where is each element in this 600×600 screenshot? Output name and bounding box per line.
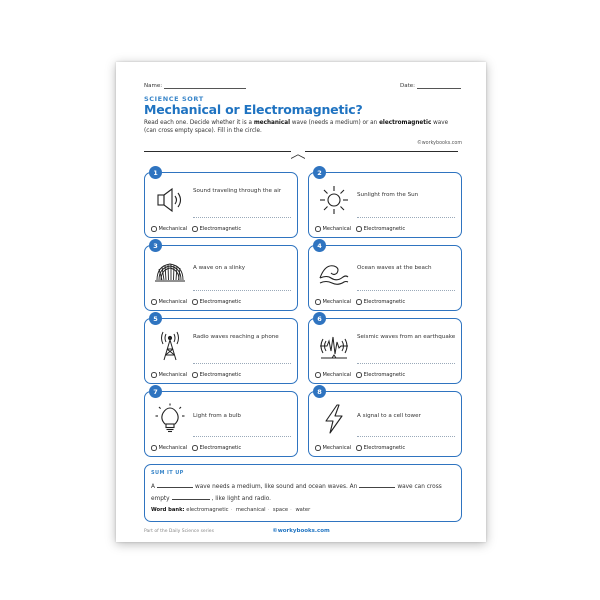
footer-site-link[interactable]: ©workybooks.com — [272, 528, 330, 534]
radio-circle[interactable] — [192, 299, 198, 305]
word-bank-word: mechanical — [235, 507, 266, 513]
radio-circle[interactable] — [151, 372, 157, 378]
speaker-icon — [153, 183, 187, 217]
card-number: 5 — [149, 312, 162, 325]
fill-blank-1[interactable] — [157, 483, 193, 488]
card-options — [315, 445, 405, 451]
option-mechanical[interactable]: Mechanical — [151, 226, 187, 232]
word-bank-word: space — [272, 507, 289, 513]
word-bank-word: water — [295, 507, 311, 513]
option-mechanical[interactable]: Mechanical — [151, 445, 187, 451]
radio-circle[interactable] — [151, 445, 157, 451]
fill-blank-3[interactable] — [172, 495, 210, 500]
instructions: Read each one. Decide whether it is a mechanical wave (needs a medium) or an electromagnetic wave (can cross empty space). Fill in the circle. — [144, 120, 449, 135]
credit-text: ©workybooks.com — [416, 141, 462, 146]
option-electromagnetic[interactable]: Electromagnetic — [192, 445, 241, 451]
card-text: Ocean waves at the beach — [357, 265, 432, 271]
radio-circle[interactable] — [192, 226, 198, 232]
card-options — [151, 372, 241, 378]
lightning-bolt-icon — [317, 402, 351, 436]
date-line[interactable] — [417, 83, 461, 89]
name-line[interactable] — [164, 83, 246, 89]
option-mechanical[interactable]: Mechanical — [151, 299, 187, 305]
radio-circle[interactable] — [315, 445, 321, 451]
page-title: Mechanical or Electromagnetic? — [144, 102, 363, 117]
card-options — [315, 299, 405, 305]
option-electromagnetic[interactable]: Electromagnetic — [356, 445, 405, 451]
card-1 — [144, 168, 298, 238]
card-text: Sound traveling through the air — [193, 188, 282, 194]
option-electromagnetic[interactable]: Electromagnetic — [192, 226, 241, 232]
card-number: 7 — [149, 385, 162, 398]
option-electromagnetic[interactable]: Electromagnetic — [192, 299, 241, 305]
radio-circle[interactable] — [356, 372, 362, 378]
card-number: 8 — [313, 385, 326, 398]
name-field[interactable] — [144, 83, 246, 89]
radio-circle[interactable] — [151, 226, 157, 232]
divider-notch — [291, 147, 305, 155]
sum-it-up-heading: SUM IT UP — [151, 470, 184, 476]
card-separator — [193, 290, 291, 291]
card-text: Light from a bulb — [193, 413, 241, 419]
radio-circle[interactable] — [315, 226, 321, 232]
card-5 — [144, 314, 298, 384]
radio-circle[interactable] — [192, 372, 198, 378]
footer-series-text: Part of the Daily Science series — [144, 529, 214, 534]
name-label: Name: — [144, 83, 163, 89]
card-4 — [308, 241, 462, 311]
card-separator — [357, 290, 455, 291]
card-number: 2 — [313, 166, 326, 179]
radio-circle[interactable] — [151, 299, 157, 305]
eyebrow-label: SCIENCE SORT — [144, 95, 204, 103]
card-text: A wave on a slinky — [193, 265, 246, 271]
sum-it-up-text: A wave needs a medium, like sound and ocean waves. An wave can cross empty , like light and radio. — [151, 484, 442, 502]
card-separator — [193, 363, 291, 364]
radio-circle[interactable] — [315, 299, 321, 305]
card-8 — [308, 387, 462, 457]
card-options — [151, 445, 241, 451]
option-electromagnetic[interactable]: Electromagnetic — [192, 372, 241, 378]
slinky-icon — [153, 256, 187, 290]
option-electromagnetic[interactable]: Electromagnetic — [356, 372, 405, 378]
option-mechanical[interactable]: Mechanical — [315, 372, 351, 378]
card-6 — [308, 314, 462, 384]
fill-blank-2[interactable] — [359, 483, 395, 488]
option-electromagnetic[interactable]: Electromagnetic — [356, 299, 405, 305]
card-number: 6 — [313, 312, 326, 325]
radio-circle[interactable] — [315, 372, 321, 378]
card-2 — [308, 168, 462, 238]
option-mechanical[interactable]: Mechanical — [151, 372, 187, 378]
card-text: Seismic waves from an earthquake — [357, 334, 456, 340]
divider-right — [305, 151, 458, 152]
word-bank: Word bank: electromagnetic · mechanical · space · water — [151, 507, 311, 513]
card-text: A signal to a cell tower — [357, 413, 421, 419]
card-options — [315, 226, 405, 232]
card-options — [315, 372, 405, 378]
divider-left — [144, 151, 291, 152]
radio-circle[interactable] — [356, 445, 362, 451]
card-3 — [144, 241, 298, 311]
card-text: Radio waves reaching a phone — [193, 334, 279, 340]
radio-tower-icon — [153, 329, 187, 363]
option-mechanical[interactable]: Mechanical — [315, 299, 351, 305]
card-separator — [193, 217, 291, 218]
radio-circle[interactable] — [192, 445, 198, 451]
card-number: 4 — [313, 239, 326, 252]
card-options — [151, 299, 241, 305]
option-electromagnetic[interactable]: Electromagnetic — [356, 226, 405, 232]
worksheet-page — [116, 62, 486, 542]
ocean-wave-icon — [317, 256, 351, 290]
sun-icon — [317, 183, 351, 217]
sum-it-up-box — [144, 464, 462, 522]
card-separator — [357, 217, 455, 218]
lightbulb-icon — [153, 402, 187, 436]
option-mechanical[interactable]: Mechanical — [315, 445, 351, 451]
date-label: Date: — [400, 83, 415, 89]
card-number: 1 — [149, 166, 162, 179]
card-separator — [193, 436, 291, 437]
word-bank-word: electromagnetic — [186, 507, 229, 513]
radio-circle[interactable] — [356, 226, 362, 232]
radio-circle[interactable] — [356, 299, 362, 305]
card-separator — [357, 363, 455, 364]
card-number: 3 — [149, 239, 162, 252]
word-bank-label: Word bank: — [151, 507, 185, 513]
card-7 — [144, 387, 298, 457]
date-field[interactable] — [400, 83, 461, 89]
option-mechanical[interactable]: Mechanical — [315, 226, 351, 232]
card-separator — [357, 436, 455, 437]
seismic-icon — [317, 329, 351, 363]
card-options — [151, 226, 241, 232]
card-text: Sunlight from the Sun — [357, 192, 419, 198]
